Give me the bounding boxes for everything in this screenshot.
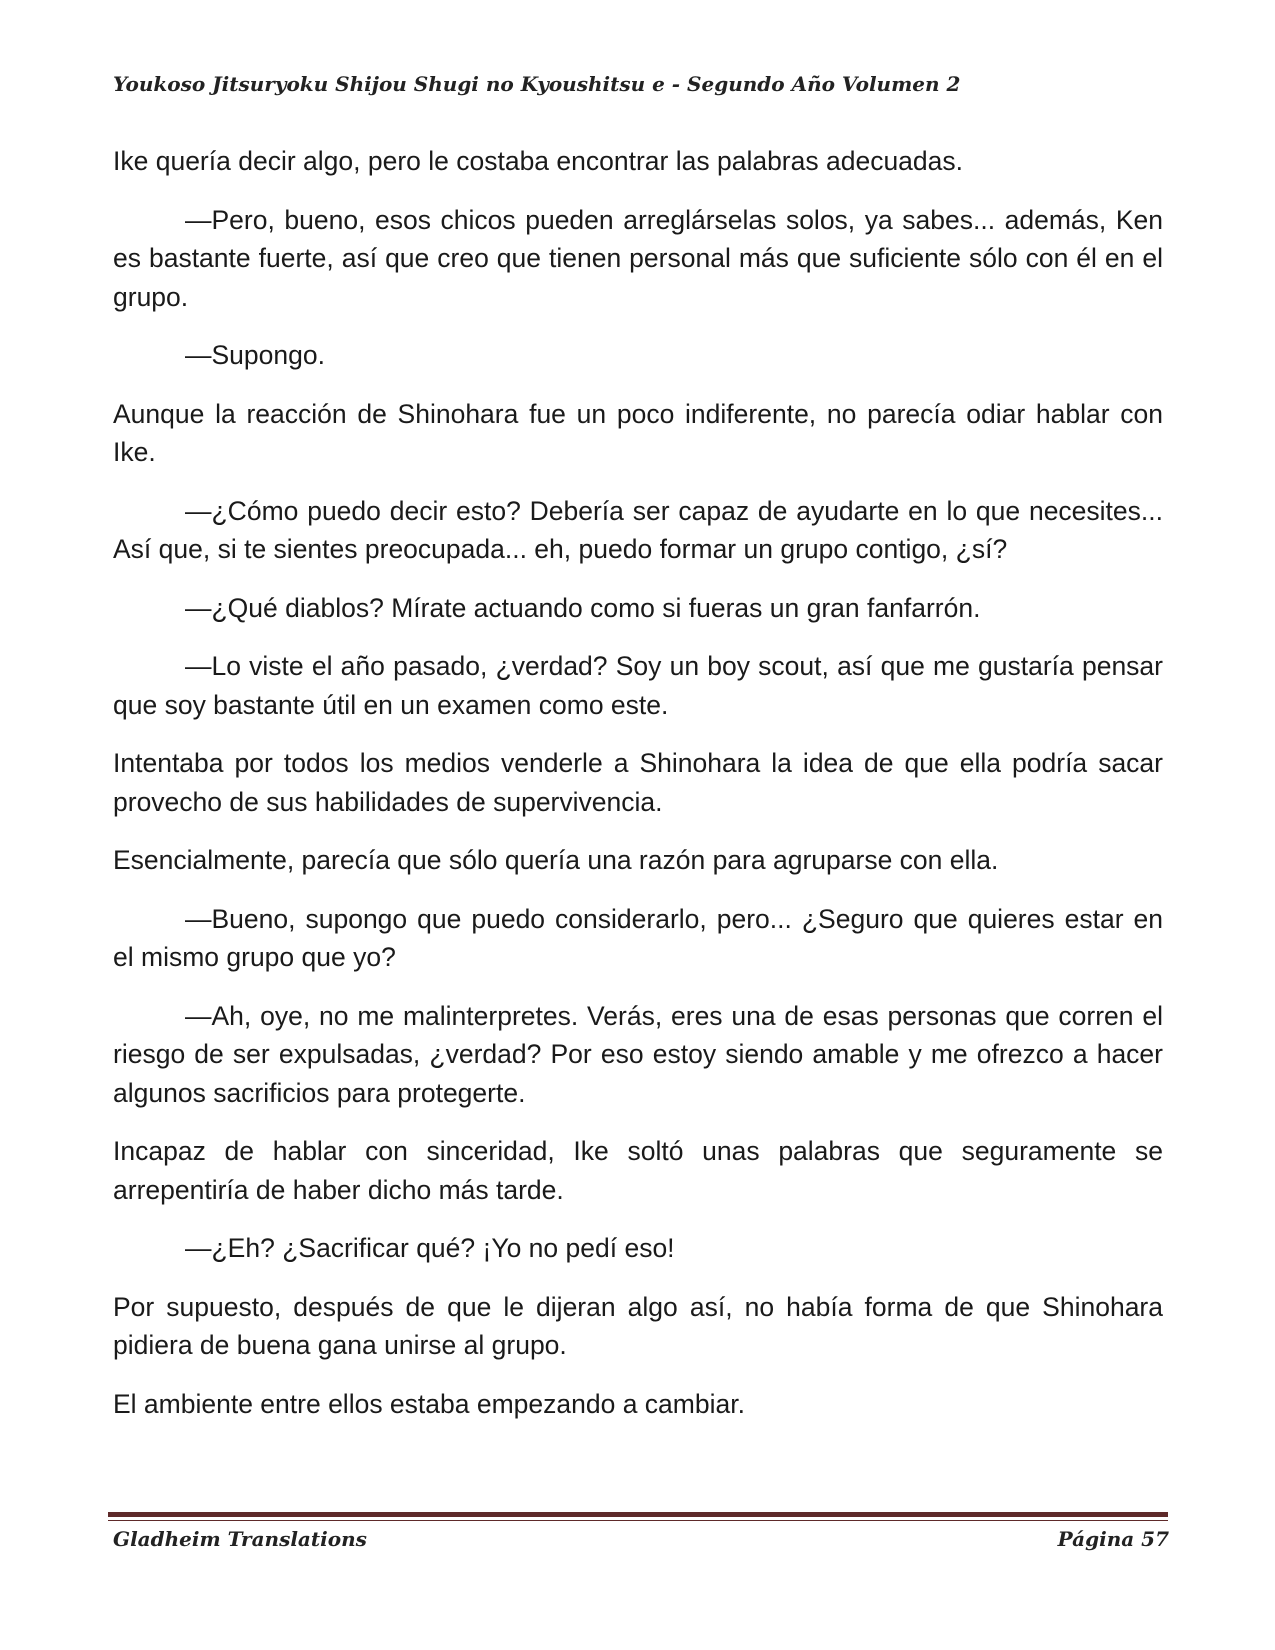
footer-divider-thick — [108, 1512, 1168, 1517]
paragraph: El ambiente entre ellos estaba empezando a cambiar. — [113, 1388, 745, 1419]
paragraph: —Supongo. — [185, 340, 325, 370]
footer-divider-thin — [108, 1520, 1168, 1521]
paragraph: —Pero, bueno, esos chicos pueden arreglárselas solos, ya sabes... además, Ken es bastante fuerte, así que creo que tienen personal más que suficiente sólo con él en el grupo. — [113, 204, 1163, 312]
footer-page-number: Página 57 — [1057, 1527, 1169, 1551]
paragraph: Por supuesto, después de que le dijeran algo así, no había forma de que Shinohara pidiera de buena gana unirse al grupo. — [113, 1291, 1163, 1360]
paragraph: —Lo viste el año pasado, ¿verdad? Soy un boy scout, así que me gustaría pensar que soy bastante útil en un examen como este. — [113, 651, 1163, 720]
paragraph: —Ah, oye, no me malinterpretes. Verás, eres una de esas personas que corren el riesgo de ser expulsadas, ¿verdad? Por eso estoy siendo amable y me ofrezco a hacer algunos sacrificios para protegerte. — [113, 1000, 1163, 1108]
paragraph: Incapaz de hablar con sinceridad, Ike soltó unas palabras que seguramente se arrepentiría de haber dicho más tarde. — [113, 1136, 1163, 1205]
paragraph: —Bueno, supongo que puedo considerarlo, pero... ¿Seguro que quieres estar en el mismo grupo que yo? — [113, 903, 1163, 972]
page-body — [113, 142, 1163, 1443]
paragraph: —¿Cómo puedo decir esto? Debería ser capaz de ayudarte en lo que necesites... Así que, si te sientes preocupada... eh, puedo formar un grupo contigo, ¿sí? — [113, 495, 1163, 564]
paragraph: —¿Qué diablos? Mírate actuando como si fueras un gran fanfarrón. — [185, 592, 981, 623]
page-header-title: Youkoso Jitsuryoku Shijou Shugi no Kyoushitsu e - Segundo Año Volumen 2 — [113, 72, 961, 96]
paragraph: Ike quería decir algo, pero le costaba encontrar las palabras adecuadas. — [113, 146, 964, 176]
paragraph: Aunque la reacción de Shinohara fue un poco indiferente, no parecía odiar hablar con Ike. — [113, 398, 1163, 467]
paragraph: Intentaba por todos los medios venderle a Shinohara la idea de que ella podría sacar provecho de sus habilidades de supervivencia. — [113, 748, 1163, 817]
paragraph: —¿Eh? ¿Sacrificar qué? ¡Yo no pedí eso! — [185, 1233, 675, 1263]
footer-divider — [108, 1512, 1168, 1521]
paragraph: Esencialmente, parecía que sólo quería una razón para agruparse con ella. — [113, 845, 999, 875]
footer-translator-credit: Gladheim Translations — [113, 1527, 367, 1551]
